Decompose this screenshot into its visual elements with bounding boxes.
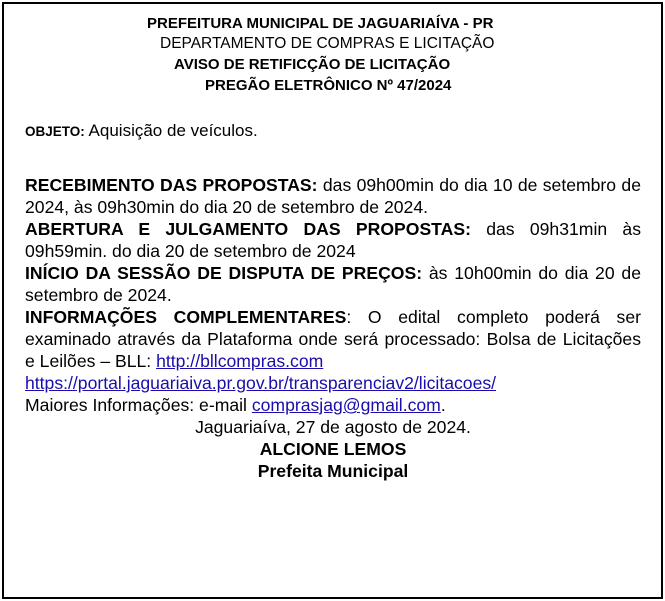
- recebimento-paragraph: [25, 174, 641, 218]
- recebimento-label: RECEBIMENTO DAS PROPOSTAS:: [25, 175, 318, 195]
- portal-paragraph: [25, 372, 641, 394]
- signer-name: ALCIONE LEMOS: [259, 439, 407, 459]
- header-notice-title: AVISO DE RETIFICÇÃO DE LICITAÇÃO: [174, 56, 451, 73]
- objeto-text: Aquisição de veículos.: [84, 121, 258, 140]
- info-paragraph: [25, 306, 641, 372]
- notice-frame: [2, 2, 663, 599]
- info-label: INFORMAÇÕES COMPLEMENTARES: [25, 307, 347, 327]
- header-municipality: PREFEITURA MUNICIPAL DE JAGUARIAÍVA - PR: [147, 15, 494, 32]
- header-department: DEPARTAMENTO DE COMPRAS E LICITAÇÃO: [160, 35, 495, 52]
- info-text: : O edital completo poderá ser examinado através da Plataforma onde será processado: Bolsa de Licitações e Leilões – BLL:: [25, 307, 641, 371]
- email-prefix: Maiores Informações: e-mail: [25, 395, 252, 415]
- bll-link[interactable]: http://bllcompras.com: [156, 351, 324, 371]
- signer-title: Prefeita Municipal: [257, 461, 409, 481]
- portal-link[interactable]: https://portal.jaguariaiva.pr.gov.br/transparenciav2/licitacoes/: [25, 373, 497, 393]
- objeto-label: OBJETO:: [25, 124, 85, 139]
- objeto-line: [25, 121, 258, 141]
- abertura-text: das 09h31min às 09h59min. do dia 20 de setembro de 2024: [25, 219, 642, 261]
- inicio-paragraph: [25, 262, 641, 306]
- recebimento-text: das 09h00min do dia 10 de setembro de 2024, às 09h30min do dia 20 de setembro de 2024.: [25, 175, 641, 217]
- notice-body: [25, 174, 641, 482]
- inicio-label: INÍCIO DA SESSÃO DE DISPUTA DE PREÇOS:: [25, 263, 423, 283]
- header-auction-number: PREGÃO ELETRÔNICO Nº 47/2024: [205, 77, 452, 94]
- inicio-text: às 10h00min do dia 20 de setembro de 2024.: [25, 263, 642, 305]
- email-paragraph: [25, 394, 641, 416]
- abertura-paragraph: [25, 218, 641, 262]
- email-link[interactable]: comprasjag@gmail.com: [251, 395, 441, 415]
- email-suffix: .: [440, 395, 446, 415]
- abertura-label: ABERTURA E JULGAMENTO DAS PROPOSTAS:: [25, 219, 471, 239]
- place-date: Jaguariaíva, 27 de agosto de 2024.: [195, 417, 471, 437]
